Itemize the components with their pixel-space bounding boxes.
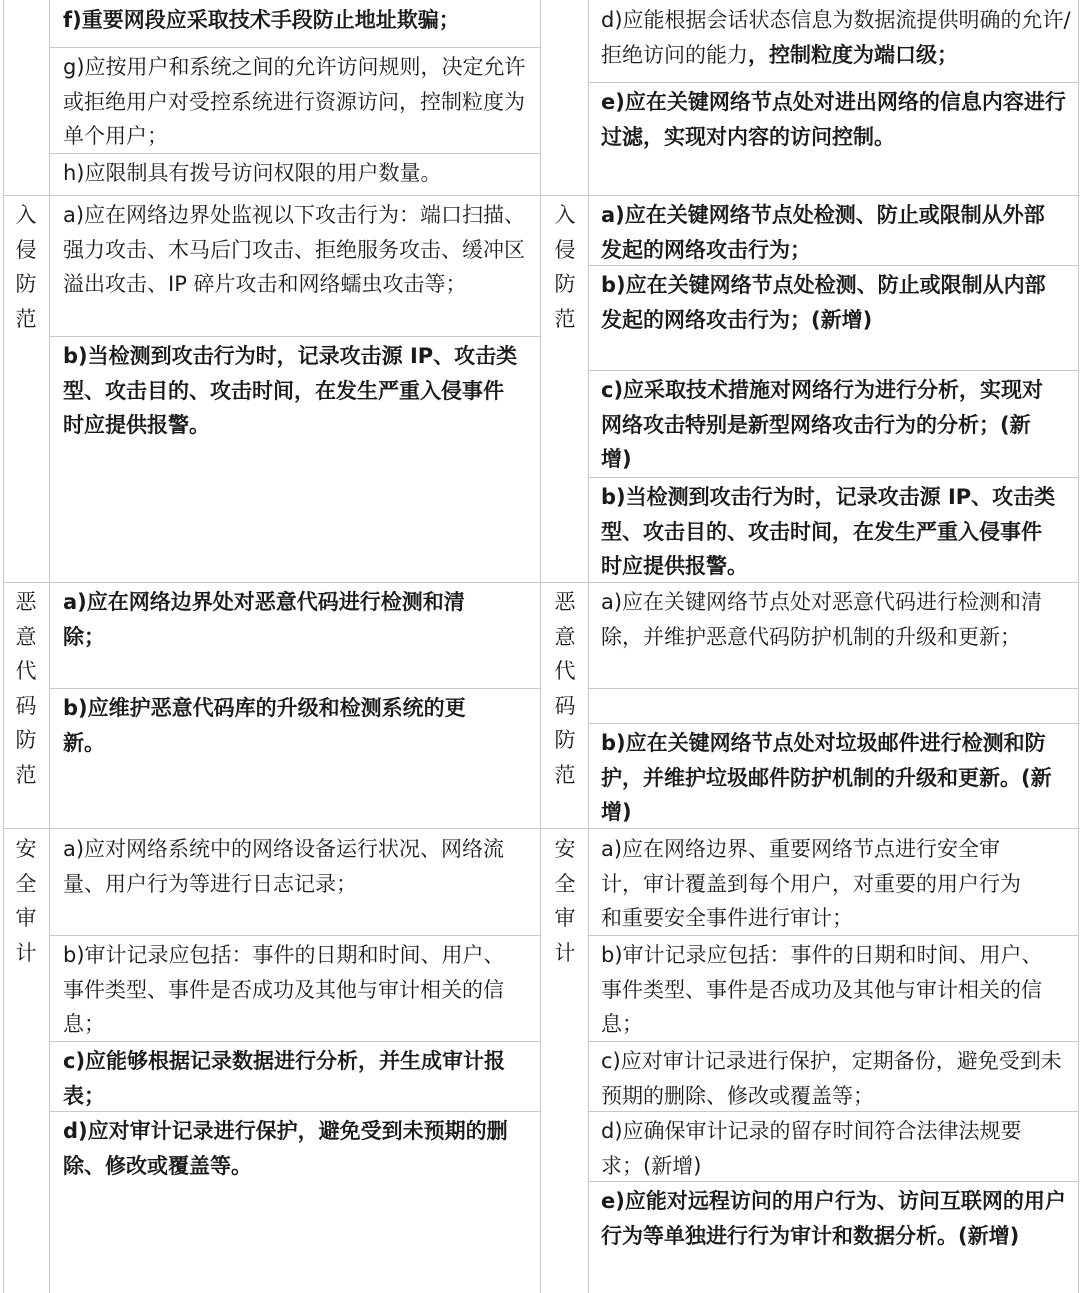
category-audit-right: 安全审计 [554, 837, 576, 965]
malware-right-a: a)应在关键网络节点处对恶意代码进行检测和清除，并维护恶意代码防护机制的升级和更新； [601, 590, 1043, 649]
intrusion-right-b2: b)当检测到攻击行为时，记录攻击源 IP、攻击类型、攻击目的、攻击时间，在发生严重入侵事件时应提供报警。 [601, 485, 1056, 578]
audit-right-c: c)应对审计记录进行保护，定期备份，避免受到未预期的删除、修改或覆盖等； [601, 1049, 1062, 1108]
audit-right-e: e)应能对远程访问的用户行为、访问互联网的用户行为等单独进行行为审计和数据分析。(新增) [601, 1189, 1066, 1248]
category-intrusion-left: 入侵防范 [15, 203, 37, 331]
intrusion-right-c: c)应采取技术措施对网络行为进行分析，实现对网络攻击特别是新型网络攻击行为的分析；(新增) [601, 378, 1044, 471]
right-item-d-text: d)应能根据会话状态信息为数据流提供明确的允许/拒绝访问的能力 [601, 8, 1071, 67]
left-item-f: f)重要网段应采取技术手段防止地址欺骗； [63, 8, 460, 32]
table-divider [588, 370, 1078, 371]
intrusion-right-b: b)应在关键网络节点处检测、防止或限制从内部发起的网络攻击行为；(新增) [601, 273, 1046, 332]
audit-right-b: b)审计记录应包括：事件的日期和时间、用户、事件类型、事件是否成功及其他与审计相关的信息； [601, 943, 1043, 1036]
table-border [588, 0, 589, 1293]
audit-left-d: d)应对审计记录进行保护，避免受到未预期的删除、修改或覆盖等。 [63, 1119, 508, 1178]
category-malware-right: 恶意代码防范 [554, 590, 576, 787]
table-divider [49, 47, 540, 48]
audit-right-d: d)应确保审计记录的留存时间符合法律法规要求；(新增) [601, 1119, 1022, 1178]
intrusion-left-a: a)应在网络边界处监视以下攻击行为：端口扫描、强力攻击、木马后门攻击、拒绝服务攻击、缓冲区溢出攻击、IP 碎片攻击和网络蠕虫攻击等； [63, 203, 526, 296]
intrusion-right-a: a)应在关键网络节点处检测、防止或限制从外部发起的网络攻击行为； [601, 203, 1045, 262]
audit-left-a: a)应对网络系统中的网络设备运行状况、网络流量、用户行为等进行日志记录； [63, 837, 505, 896]
audit-right-a: a)应在网络边界、重要网络节点进行安全审计，审计覆盖到每个用户，对重要的用户行为和重要安全事件进行审计； [601, 837, 1021, 930]
table-border [540, 0, 541, 1293]
table-divider [588, 82, 1078, 83]
table-divider [588, 723, 1078, 724]
table-border [49, 0, 50, 1293]
table-divider [3, 195, 1078, 196]
audit-left-b: b)审计记录应包括：事件的日期和时间、用户、事件类型、事件是否成功及其他与审计相关的信息； [63, 943, 505, 1036]
audit-left-c: c)应能够根据记录数据进行分析，并生成审计报表； [63, 1049, 506, 1108]
table-divider [49, 336, 540, 337]
table-divider [588, 688, 1078, 689]
right-item-e: e)应在关键网络节点处对进出网络的信息内容进行过滤，实现对内容的访问控制。 [601, 90, 1066, 149]
malware-left-a: a)应在网络边界处对恶意代码进行检测和清除； [63, 590, 465, 649]
category-intrusion-right: 入侵防范 [554, 203, 576, 331]
category-malware-left: 恶意代码防范 [15, 590, 37, 787]
table-divider [588, 477, 1078, 478]
right-item-d-bold: ，控制粒度为端口级； [748, 42, 958, 67]
table-divider [49, 688, 540, 689]
table-border [1078, 0, 1079, 1293]
table-border [3, 0, 4, 1293]
right-item-d [601, 3, 1071, 72]
malware-left-b: b)应维护恶意代码库的升级和检测系统的更新。 [63, 696, 466, 755]
table-divider [49, 935, 540, 936]
left-item-h: h)应限制具有拨号访问权限的用户数量。 [63, 161, 442, 185]
category-audit-left: 安全审计 [15, 837, 37, 965]
intrusion-left-b: b)当检测到攻击行为时，记录攻击源 IP、攻击类型、攻击目的、攻击时间，在发生严重入侵事件时应提供报警。 [63, 344, 518, 437]
left-item-g: g)应按用户和系统之间的允许访问规则，决定允许或拒绝用户对受控系统进行资源访问，控制粒度为单个用户； [63, 55, 526, 148]
malware-right-b: b)应在关键网络节点处对垃圾邮件进行检测和防护，并维护垃圾邮件防护机制的升级和更新。(新增) [601, 731, 1052, 824]
